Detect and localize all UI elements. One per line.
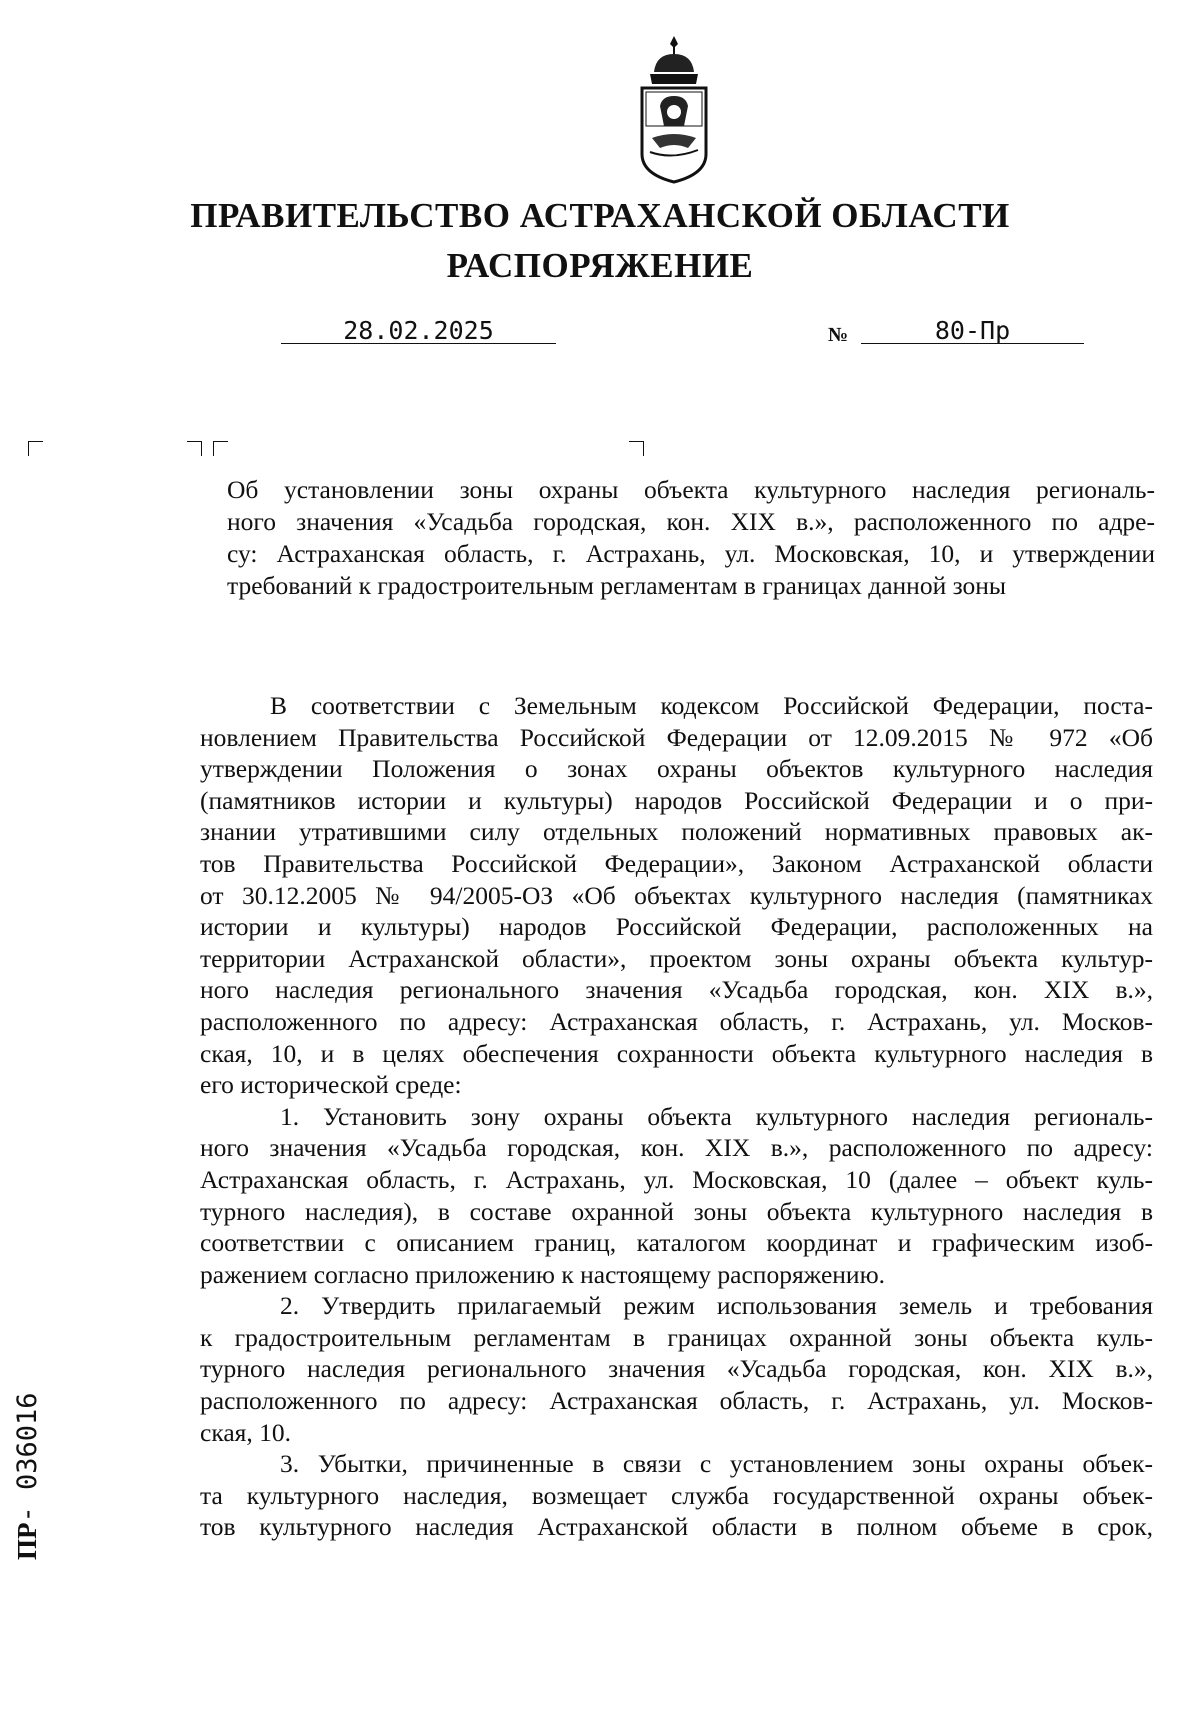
corner-mark [213, 441, 228, 456]
serial-prefix: ПР [12, 1522, 42, 1560]
preamble-paragraph [200, 690, 1153, 1101]
title-line: су: Астраханская область, г. Астрахань, ул. Московская, 10, и утверждении [227, 539, 1155, 568]
number-underline [861, 343, 1084, 344]
body-line: ская, 10. [200, 1417, 291, 1447]
serial-number: - 036016 [12, 1392, 43, 1523]
item-3-paragraph [200, 1448, 1153, 1543]
body-line: (памятников истории и культуры) народов Российской Федерации и о при- [200, 785, 1153, 815]
document-title [227, 474, 1155, 602]
number-sign: № [828, 324, 849, 346]
body-line: ного наследия регионального значения «Усадьба городская, кон. XIX в.», [200, 975, 1153, 1005]
corner-mark [28, 441, 43, 456]
body-line: ражением согласно приложению к настоящему распоряжению. [200, 1259, 886, 1289]
body-line: расположенного по адресу: Астраханская область, г. Астрахань, ул. Москов- [200, 1006, 1153, 1036]
body-line: к градостроительным регламентам в границах охранной зоны объекта куль- [200, 1322, 1153, 1352]
document-number: 80-Пр [934, 316, 1011, 345]
date-underline [281, 343, 556, 344]
title-line: ного значения «Усадьба городская, кон. XIX в.», расположенного по адре- [227, 507, 1155, 536]
body-line: его исторической среде: [200, 1070, 462, 1100]
body-line: тов культурного наследия Астраханской области в полном объеме в срок, [200, 1512, 1153, 1542]
body-line: утверждении Положения о зонах охраны объектов культурного наследия [200, 754, 1153, 784]
body-line: соответствии с описанием границ, каталогом координат и графическим изоб- [200, 1228, 1153, 1258]
body-line: турного наследия регионального значения «Усадьба городская, кон. XIX в.», [200, 1354, 1153, 1384]
body-line: Астраханская область, г. Астрахань, ул. Московская, 10 (далее – объект куль- [200, 1164, 1153, 1194]
title-line: Об установлении зоны охраны объекта культурного наследия региональ- [227, 475, 1155, 504]
item-1-paragraph [200, 1101, 1153, 1291]
body-line: территории Астраханской области», проектом зоны охраны объекта культур- [200, 943, 1153, 973]
body-line: ская, 10, и в целях обеспечения сохранности объекта культурного наследия в [200, 1038, 1153, 1068]
body-line: знании утратившими силу отдельных положений нормативных правовых ак- [200, 817, 1153, 847]
body-line: новлением Правительства Российской Федерации от 12.09.2015 № 972 «Об [200, 722, 1153, 752]
body-line: от 30.12.2005 № 94/2005-ОЗ «Об объектах культурного наследия (памятниках [200, 880, 1153, 910]
body-line: ного значения «Усадьба городская, кон. XIX в.», расположенного по адресу: [200, 1133, 1153, 1163]
document-body [200, 690, 1153, 1543]
body-line: 1. Установить зону охраны объекта культурного наследия региональ- [280, 1101, 1153, 1131]
body-line: турного наследия), в составе охранной зоны объекта культурного наследия в [200, 1196, 1153, 1226]
document-date: 28.02.2025 [343, 316, 494, 345]
body-line: В соответствии с Земельным кодексом Российской Федерации, поста- [270, 691, 1153, 720]
body-line: истории и культуры) народов Российской Федерации, расположенных на [200, 912, 1153, 942]
body-line: 2. Утвердить прилагаемый режим использования земель и требования [280, 1291, 1153, 1321]
body-line: тов Правительства Российской Федерации», Законом Астраханской области [200, 848, 1153, 878]
body-line: 3. Убытки, причиненные в связи с установлением зоны охраны объек- [280, 1449, 1153, 1479]
corner-mark [187, 441, 202, 456]
coat-of-arms-emblem [632, 34, 716, 184]
organization-name: ПРАВИТЕЛЬСТВО АСТРАХАНСКОЙ ОБЛАСТИ [190, 196, 1010, 235]
title-line: требований к градостроительным регламентам в границах данной зоны [227, 571, 1007, 600]
body-line: та культурного наследия, возмещает служба государственной охраны объек- [200, 1480, 1153, 1510]
item-2-paragraph [200, 1290, 1153, 1448]
coat-of-arms-icon [632, 34, 716, 184]
corner-mark [629, 441, 644, 456]
document-type: РАСПОРЯЖЕНИЕ [446, 246, 754, 285]
side-serial-stamp [12, 1310, 43, 1560]
body-line: расположенного по адресу: Астраханская область, г. Астрахань, ул. Москов- [200, 1386, 1153, 1416]
